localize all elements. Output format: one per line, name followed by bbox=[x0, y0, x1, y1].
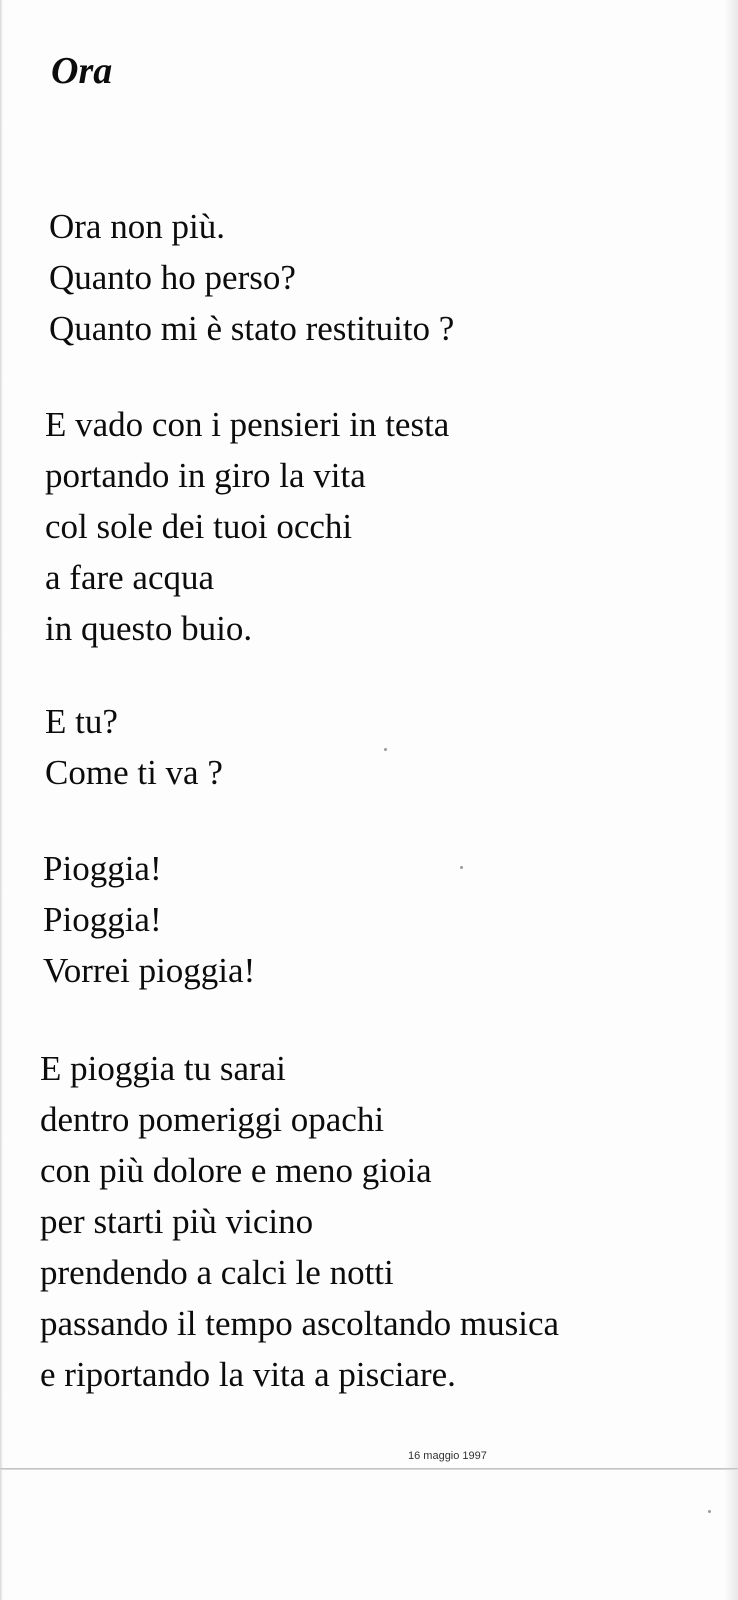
poem-line: dentro pomeriggi opachi bbox=[40, 1100, 385, 1139]
poem-line: con più dolore e meno gioia bbox=[40, 1151, 432, 1190]
poem-line: in questo buio. bbox=[45, 609, 253, 648]
scan-speck bbox=[460, 866, 463, 869]
stanza-1 bbox=[49, 201, 454, 354]
scan-right-edge bbox=[724, 0, 738, 1600]
stanza-5 bbox=[40, 1043, 559, 1400]
poem-line: a fare acqua bbox=[45, 558, 215, 597]
stanza-2 bbox=[45, 399, 449, 654]
page-bottom-rule bbox=[0, 1468, 738, 1470]
poem-title: Ora bbox=[51, 50, 113, 92]
scan-speck bbox=[708, 1510, 711, 1513]
poem-line: Quanto mi è stato restituito ? bbox=[49, 309, 455, 348]
poem-line: prendendo a calci le notti bbox=[40, 1253, 394, 1292]
scan-left-edge bbox=[0, 0, 3, 1600]
poem-line: e riportando la vita a pisciare. bbox=[40, 1355, 456, 1394]
poem-line: portando in giro la vita bbox=[45, 456, 366, 495]
poem-line: Pioggia! bbox=[43, 900, 162, 939]
poem-line: Come ti va ? bbox=[45, 753, 223, 792]
poem-line: Quanto ho perso? bbox=[49, 258, 296, 297]
poem-line: Ora non più. bbox=[49, 207, 225, 246]
stanza-4 bbox=[43, 843, 255, 996]
poem-line: E vado con i pensieri in testa bbox=[45, 405, 450, 444]
poem-line: Pioggia! bbox=[43, 849, 162, 888]
poem-line: E tu? bbox=[45, 702, 118, 741]
poem-line: Vorrei pioggia! bbox=[43, 951, 256, 990]
scan-speck bbox=[384, 748, 387, 751]
stanza-3 bbox=[45, 696, 223, 798]
poem-date: 16 maggio 1997 bbox=[408, 1450, 487, 1462]
poem-line: E pioggia tu sarai bbox=[40, 1049, 286, 1088]
poem-line: col sole dei tuoi occhi bbox=[45, 507, 353, 546]
poem-line: passando il tempo ascoltando musica bbox=[40, 1304, 560, 1343]
poem-line: per starti più vicino bbox=[40, 1202, 314, 1241]
